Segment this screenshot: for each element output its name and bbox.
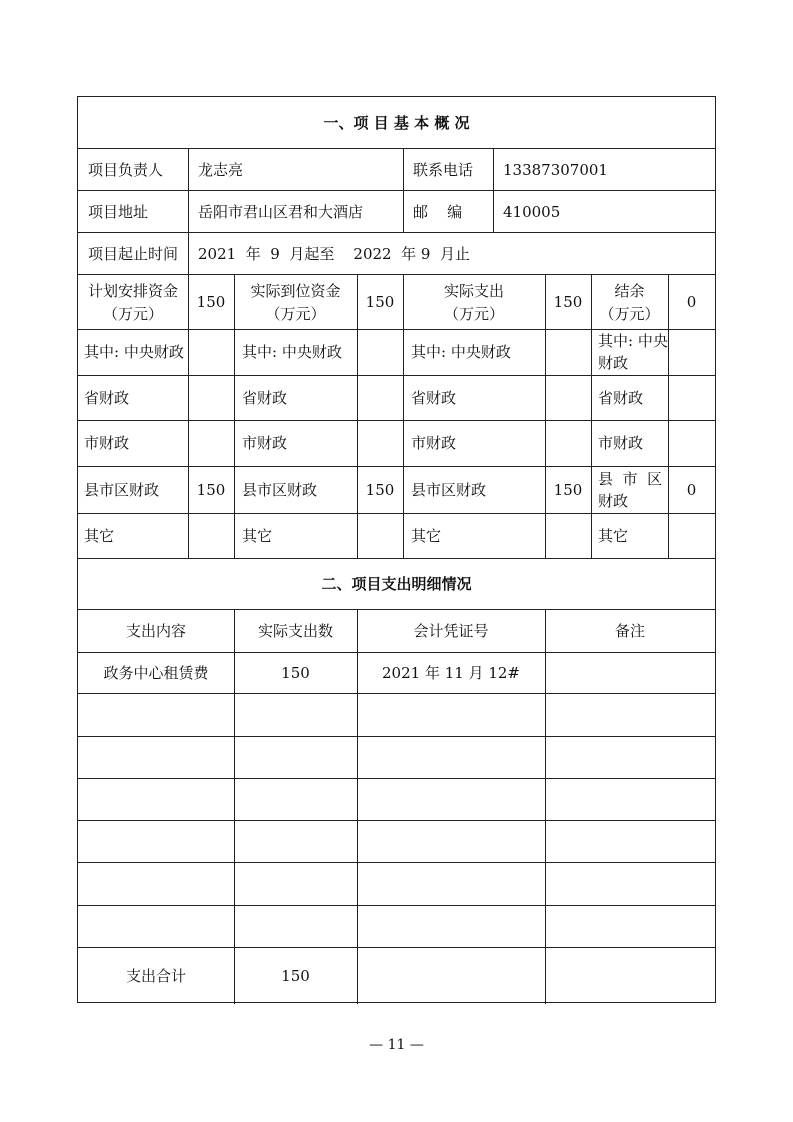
label-phone: 联系电话 (413, 161, 474, 179)
section-title-expense-details: 二、项目支出明细情况 (321, 575, 472, 593)
label-county-finance-1: 县市区财政 (84, 481, 160, 499)
label-other-1: 其它 (84, 527, 115, 545)
label-postcode: 邮 编 (413, 203, 463, 221)
label-expense-total: 支出合计 (125, 967, 186, 985)
label-balance: 结余 (614, 282, 645, 300)
detail-row-amount: 150 (281, 664, 310, 682)
label-county-finance-2: 县市区财政 (242, 481, 318, 499)
label-provincial-finance-1: 省财政 (84, 389, 130, 407)
value-county-planned: 150 (196, 481, 226, 499)
label-city-finance-3: 市财政 (411, 434, 457, 452)
label-received-funds-unit: （万元） (265, 305, 326, 323)
value-phone: 13387307001 (503, 161, 608, 179)
label-actual-spending: 实际支出 (443, 282, 504, 300)
label-actual-spending-unit: （万元） (443, 305, 504, 323)
section-title-basic-info: 一、项 目 基 本 概 况 (323, 114, 470, 132)
label-received-funds: 实际到位资金 (250, 282, 341, 300)
label-city-finance-4: 市财政 (598, 434, 644, 452)
label-central-finance-4a: 其中: 中央 (598, 332, 668, 350)
label-provincial-finance-4: 省财政 (598, 389, 644, 407)
label-city-finance-1: 市财政 (84, 434, 130, 452)
value-expense-total: 150 (281, 967, 310, 985)
header-expense-content: 支出内容 (125, 622, 186, 640)
value-county-spent: 150 (553, 481, 583, 499)
label-planned-funds-unit: （万元） (102, 305, 163, 323)
label-project-leader: 项目负责人 (88, 161, 164, 179)
label-city-finance-2: 市财政 (242, 434, 288, 452)
header-voucher-number: 会计凭证号 (413, 622, 489, 640)
value-project-period: 2021 年 9 月起至 2022 年 9 月止 (198, 245, 470, 263)
label-planned-funds: 计划安排资金 (87, 282, 178, 300)
label-project-period: 项目起止时间 (88, 245, 179, 263)
label-central-finance-1: 其中: 中央财政 (84, 343, 184, 361)
detail-row-voucher: 2021 年 11 月 12# (382, 664, 520, 682)
value-balance: 0 (686, 293, 697, 311)
label-county-finance-4b: 财政 (598, 492, 629, 510)
value-planned-funds: 150 (196, 293, 226, 311)
label-provincial-finance-3: 省财政 (411, 389, 457, 407)
label-project-address: 项目地址 (88, 203, 149, 221)
detail-row-content: 政务中心租赁费 (103, 664, 209, 682)
header-actual-amount: 实际支出数 (257, 622, 333, 640)
value-received-funds: 150 (365, 293, 395, 311)
label-other-2: 其它 (242, 527, 273, 545)
label-central-finance-4b: 财政 (598, 354, 629, 372)
value-county-balance: 0 (686, 481, 697, 499)
label-county-finance-3: 县市区财政 (411, 481, 487, 499)
label-other-3: 其它 (411, 527, 442, 545)
value-project-address: 岳阳市君山区君和大酒店 (198, 203, 364, 221)
label-central-finance-3: 其中: 中央财政 (411, 343, 511, 361)
label-provincial-finance-2: 省财政 (242, 389, 288, 407)
label-other-4: 其它 (598, 527, 629, 545)
header-remarks: 备注 (614, 622, 645, 640)
value-project-leader: 龙志亮 (198, 161, 244, 179)
label-central-finance-2: 其中: 中央财政 (242, 343, 342, 361)
value-county-received: 150 (365, 481, 395, 499)
label-balance-unit: （万元） (599, 305, 660, 323)
project-form-table (77, 96, 716, 1003)
page-number: — 11 — (369, 1037, 424, 1053)
value-postcode: 410005 (503, 203, 561, 221)
value-actual-spending: 150 (553, 293, 583, 311)
label-county-finance-4a: 县 市 区 (598, 470, 663, 488)
